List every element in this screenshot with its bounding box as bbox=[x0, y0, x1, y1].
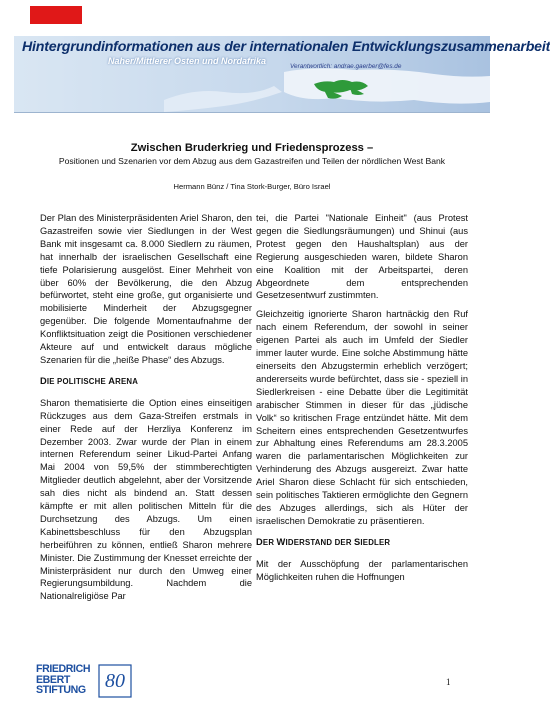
logo-wordmark: FRIEDRICH EBERT STIFTUNG bbox=[36, 663, 91, 697]
settler-resistance-paragraph: Mit der Ausschöpfung der parlamentarischen Möglichkeiten ruhen die Hoffnungen bbox=[256, 558, 468, 582]
region-label: Naher/Mittlerer Osten und Nordafrika bbox=[108, 56, 267, 66]
document-title: Zwischen Bruderkrieg und Friedensprozess – bbox=[130, 142, 374, 154]
red-accent-bar bbox=[30, 6, 82, 24]
document-subtitle: Positionen und Szenarien vor dem Abzug aus dem Gazastreifen und Teilen der nördlichen West Bank bbox=[58, 156, 446, 166]
political-arena-paragraph: Sharon thematisierte die Option eines einseitigen Rückzuges aus dem Gaza-Streifen erstmals in einer Rede auf der Herzliya Konferenz im Dezember 2003. Zwar wurde der Plan in einem internen Referendum seiner Likud-Partei Anfang Mai 2004 von 59,5% der stimmberechtigten Mitglieder deutlich abgelehnt, aber der Vorsitzende sah dies nicht als bindend an. Statt dessen kämpfte er mit allen politischen Mitteln für die Durchsetzung des Abzugs. Um einen Kabinettsbeschluss für den Abzugsplan herbeiführen zu können, entließ Sharon mehrere Minister. Die Zustimmung der Knesset erreichte der Ministerpräsident nur durch den Umweg einer Regierungsumbildung. Nachdem die Nationalreligiöse Par bbox=[40, 397, 252, 602]
body-paragraph-referendum: Gleichzeitig ignorierte Sharon hartnäckig den Ruf nach einem Referendum, der sowohl in seiner eigenen Partei als auch im Umfeld der Siedler immer lauter wurde. Eine solche Abstimmung hätte einerseits den Abzugstermin erheblich verzögert; andererseits wurde befürchtet, dass sie - speziell in Siedlerkreisen - eine Debatte über die Legitimität arabischer Stimmen in dieser für das „jüdische Volk“ so kritischen Frage entzündet hätte. Mit dem Scheitern eines entsprechenden Gesetzentwurfes zur Abhaltung eines Referendums am 28.3.2005 waren die parlamentarischen Möglichkeiten zur Verhinderung des Abzugs ausgereizt. Zwar hatte Ariel Sharon diese Schlacht für sich entschieden, sein politisches Taktieren ermöglichte den Gegnern des Abzuges allerdings, sich als Hüter der israelischen Demokratie zu präsentieren. bbox=[256, 309, 468, 526]
contact-line[interactable]: Verantwortlich: andrae.gaerber@fes.de bbox=[290, 63, 402, 70]
fes-logo bbox=[36, 664, 136, 704]
body-paragraph-continued: tei, die Partei "Nationale Einheit" (aus Protest gegen die Siedlungsräumungen) und Shinui (aus Protest gegen den Haushaltsplan) aus der Regierung ausgeschieden waren, bildete Sharon eine Koalition mit der Arbeitspartei, deren Abgeordnete dem entsprechenden Gesetzesentwurf zustimmten. bbox=[256, 213, 468, 301]
anniversary-badge-icon bbox=[98, 664, 132, 698]
badge-number: 80 bbox=[105, 670, 125, 692]
page-number: 1 bbox=[446, 677, 451, 687]
section-heading-settler-resistance: DER WIDERSTAND DER SIEDLER bbox=[256, 536, 391, 547]
document-authors: Hermann Bünz / Tina Stork-Burger, Büro Israel bbox=[173, 182, 331, 191]
text-column-right bbox=[256, 212, 468, 589]
intro-paragraph: Der Plan des Ministerpräsidenten Ariel Sharon, den Gazastreifen sowie vier Siedlungen in der West Bank mit insgesamt ca. 8.000 Siedlern zu räumen, hat innerhalb der israelischen Gesellschaft eine tiefe Polarisierung ausgelöst. Einer Mehrheit von über 60% der Bevölkerung, die den Abzug befürwortet, steht eine große, gut organisierte und mobilisierte Minderheit der Abzugsgegner gegenüber. Die folgende Momentaufnahme der Konfliktsituation zeigt die Positionen verschiedener Akteure auf und entwickelt daraus mögliche Szenarien für die „heiße Phase“ des Abzugs. bbox=[40, 213, 252, 365]
header-banner bbox=[14, 36, 550, 113]
section-heading-political-arena: DIE POLITISCHE ARENA bbox=[40, 375, 139, 386]
text-column-left bbox=[40, 212, 252, 609]
series-title: Hintergrundinformationen aus der internationalen Entwicklungszusammenarbeit bbox=[22, 39, 550, 55]
